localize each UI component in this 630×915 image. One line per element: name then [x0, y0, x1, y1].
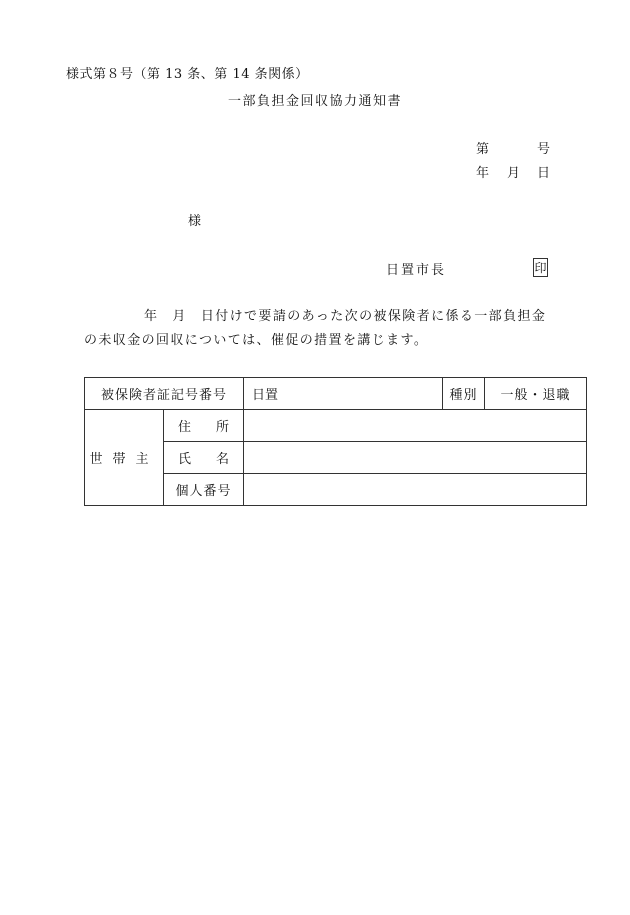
body-line-1 [144, 310, 546, 323]
seal-mark: 印 [533, 258, 548, 277]
insurance-number-field[interactable]: 日置 [244, 378, 443, 410]
category-options[interactable]: 一般・退職 [485, 378, 587, 410]
insurance-number-label: 被保険者証記号番号 [85, 378, 244, 410]
notice-number-prefix: 第 [476, 142, 490, 157]
sender-name: 日置市長 [386, 263, 447, 278]
address-field[interactable] [244, 410, 587, 442]
personal-number-label: 個人番号 [164, 474, 244, 506]
address-label [164, 410, 244, 442]
body-month: 月 [172, 309, 187, 324]
address-label-char-1: 住 [178, 420, 192, 435]
address-label-char-2: 所 [216, 420, 230, 435]
category-label: 種別 [443, 378, 485, 410]
name-field[interactable] [244, 442, 587, 474]
body-line-2: の未収金の回収については、催促の措置を講じます。 [84, 333, 429, 348]
document-title: 一部負担金回収協力通知書 [228, 94, 403, 109]
issue-date-day: 日 [537, 166, 551, 181]
insured-info-table [84, 377, 587, 506]
issue-date-year: 年 [476, 166, 490, 181]
householder-label: 世帯主 [85, 410, 164, 506]
body-year: 年 [144, 309, 159, 324]
personal-number-field[interactable] [244, 474, 587, 506]
notice-number-suffix: 号 [537, 142, 551, 157]
issue-date-month: 月 [507, 166, 521, 181]
name-label-char-1: 氏 [178, 452, 192, 467]
form-reference: 様式第８号（第 13 条、第 14 条関係） [66, 67, 309, 82]
addressee-honorific: 様 [188, 214, 202, 229]
name-label-char-2: 名 [216, 452, 230, 467]
name-label [164, 442, 244, 474]
table-row [85, 410, 587, 442]
body-line-1-rest: 日付けで要請のあった次の被保険者に係る一部負担金 [200, 309, 547, 324]
table-row [85, 378, 587, 410]
